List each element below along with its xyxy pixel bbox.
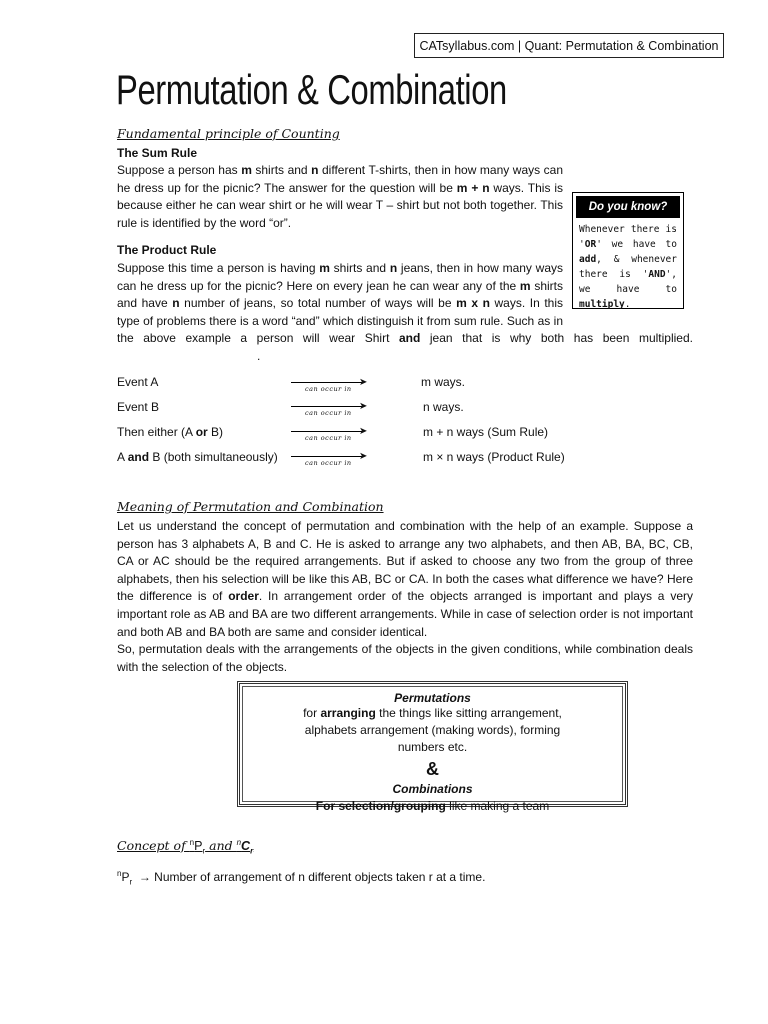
arrow-both: [291, 451, 368, 467]
arrow-head-icon: ➤: [359, 401, 368, 412]
arrow-head-icon: ➤: [359, 426, 368, 437]
event-b-label: Event B: [117, 400, 160, 414]
event-a-ways: m ways.: [421, 375, 466, 389]
section-heading-concept: Concept of $^nP_r$ and $^nC_r$: [117, 838, 254, 856]
npr-definition: $^nP_r$ → Number of arrangement of n different objects taken r at a time.: [117, 869, 486, 887]
permutation-combination-box: [237, 681, 628, 813]
arrow-either: [291, 426, 368, 442]
sum-rule-title: The Sum Rule: [117, 146, 198, 160]
do-you-know-box: [572, 192, 684, 309]
header-text: CATsyllabus.com | Quant: Permutation & Combination: [419, 39, 719, 53]
both-label: A and B (both simultaneously): [117, 450, 278, 464]
product-rule-text: Suppose this time a person is having m shirts and n jeans, then in how many ways can he dress up for the picnic? Here on every jean he can wear any of the m shirts and have n number of jeans, so total number of ways will be m x n ways. In this type of problems there is a word “and” which distinguish it from sum rule. Such as in the above example a person will wear Shirt and jean that is why both has been multiplied. .: [117, 260, 693, 363]
product-rule-ways: m × n ways (Product Rule): [423, 450, 565, 464]
arrow-head-icon: ➤: [359, 451, 368, 462]
section-heading-meaning: Meaning of Permutation and Combination: [117, 499, 384, 514]
do-you-know-title: Do you know?: [576, 196, 680, 218]
either-label: Then either (A or B): [117, 425, 224, 439]
header-box: [414, 33, 724, 58]
section-heading-fundamental: Fundamental principle of Counting: [117, 126, 340, 141]
arrow-caption: can occur in: [305, 434, 352, 442]
combinations-title: Combinations: [392, 782, 473, 796]
arrow-event-b: [291, 401, 368, 417]
product-rule-title: The Product Rule: [117, 243, 217, 258]
event-b-ways: n ways.: [423, 400, 464, 414]
sum-rule-text: Suppose a person has m shirts and n different T-shirts, then in how many ways can he dress up for the picnic? The answer for the question will be m + n ways. This is because either he can wear shirt or he will wear T – shirt but not both together. This rule is identified by the word “or”.: [117, 163, 563, 230]
do-you-know-text: Whenever there is 'OR' we have to add, & whenever there is 'AND', we have to multiply.: [579, 224, 677, 310]
permutations-title: Permutations: [394, 691, 471, 705]
page-title: Permutation & Combination: [116, 66, 507, 113]
meaning-paragraph: Let us understand the concept of permutation and combination with the help of an example. Suppose a person has 3 alphabets A, B and C. He is asked to arrange any two alphabets, and then AB, BA, BC, CB, CA or AC should be the required arrangements. But if asked to choose any two from the group of three alphabets, then his selection will be like this AB, BC or CA. In both the cases what difference we have? Here the difference is of order. In arrangement order of the objects arranged is important and plays a very important role as AB and BA are two different arrangements. While in case of selection order is not important and both AB and BA both are same and consider identical. So, permutation deals with the arrangements of the objects in the given conditions, while combination deals with the selection of the objects.: [117, 519, 693, 674]
event-a-label: Event A: [117, 375, 159, 389]
sum-rule-ways: m + n ways (Sum Rule): [423, 425, 549, 439]
combinations-description: For selection/grouping like making a team: [315, 799, 550, 813]
arrow-head-icon: ➤: [359, 377, 368, 388]
arrow-caption: can occur in: [305, 385, 352, 393]
arrow-caption: can occur in: [305, 409, 352, 417]
arrow-event-a: [291, 377, 368, 393]
arrow-caption: can occur in: [305, 459, 352, 467]
ampersand: &: [426, 759, 439, 779]
right-arrow-icon: →: [138, 870, 151, 884]
permutations-description: for arranging the things like sitting arrangement, alphabets arrangement (making words), forming numbers etc.: [303, 706, 562, 754]
